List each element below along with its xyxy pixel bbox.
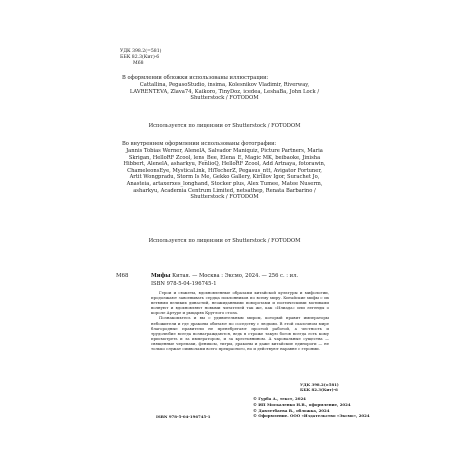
author-mark: М68 [133, 61, 144, 67]
copyright-line: © ИП Москаленко Н.В., оформление, 2024 [253, 401, 351, 407]
isbn-bottom: ISBN 978-5-04-196745-1 [156, 414, 211, 419]
catalog-title-rest: Китая. — Москва : Эксмо, 2024. — 256 с. : ил. [170, 273, 299, 279]
annotation-paragraph: Познакомьтесь и вы с удивительным миром, который правит императоры небожители и где драконы обитают по соседству с людьми. В этой сказочном мире благородные правители не пренебрегают простой работой, а честность и трудолюбие всегда вознаграждаются, ведь в строже такую богов всегда есть кому присмотреть и за императором, и за крестьянином. А чаровальные существа — священные черепахи, фениксы, тигры, драконы и даже китайские единороги — не только служат символами всего прекрасного, но и действуют наравне с героями. [151, 315, 329, 352]
cover-illustrations-credits: Cattallina, PegasoStudio, insima, Kolesnikov Vladimir, Riverway, LAVRENTEVA, Zlava74, Kaikoro, TinyDoz, icedea, LeshaBa, John Lock / Shutterstock / FOTODOM [129, 82, 320, 102]
cover-license-note: Используется по лицензии от Shutterstock / FOTODOM [148, 123, 301, 129]
bbk-code: ББК 82.3(Кит)-6 [120, 55, 160, 61]
bbk-code-repeat: ББК 82.3(Кит)-6 [300, 387, 338, 392]
inside-license-note: Используется по лицензии от Shutterstock / FOTODOM [148, 238, 301, 244]
udk-code-repeat: УДК 398.2(=581) [300, 382, 339, 387]
copyright-line: © Давлетбаева В., обложка, 2024 [253, 407, 330, 413]
classification-codes [120, 49, 161, 68]
copyright-line: © Гурба А., текст, 2024 [253, 396, 306, 401]
inside-illustrations-credits: Jannis Tobias Werner, AlenelA, Salvador Maniquiz, Picture Partners, Maria Skrigan, HelloRF Zcool, lens_Bee, Elena_E, Magic MK, beibaoke, Jinisha Hibbert, AlenelA, asharkyu, FenlioQ, HelloRF Zcool, Add Artnaya, fotorawin, ChameleonsEye, MysticaLink, HiTecherZ, Pegasus_ntt, Avigator Fortuner, Artit Wongpradu, Storm Is Me, Gekko Gallery, Kirillov Igor, Surachet Jo, Anasteia, artaxerxes_longhand, Stocker plus, Alex Tumee, Matee Nuserm, asharkyu, Academia Centrum Limited, netsathep, Renata Barbarino / Shutterstock / FOTODOM [123, 148, 326, 201]
catalog-mark: М68 [116, 273, 129, 279]
udk-code: УДК 398.2(=581) [120, 49, 162, 54]
annotation-text [151, 290, 329, 351]
annotation-paragraph: Герои и сюжеты, вдохновленные образами китайской культуры и мифологии, продолжают завоевывать сердца поклонников по всему миру. Китайские мифы с их ветвями великих династий, неожиданными поворотами и поэтическими мотивами волнуют и вдохновляют новыми читателей так же, как «Илиада» или легенды о короле Артуре и рыцарях Круглого стола. [151, 290, 329, 316]
catalog-title-line [151, 273, 329, 279]
inside-illustrations-heading: Во внутреннем оформлении использованы фотографии: [122, 141, 277, 147]
copyright-line: © Оформление. ООО «Издательство «Эксмо», 2024 [253, 413, 370, 419]
catalog-isbn: ISBN 978-5-04-196745-1 [151, 281, 217, 287]
classification-codes-repeat [300, 382, 339, 392]
copyright-list [253, 396, 370, 419]
cover-illustrations-heading: В оформлении обложки использованы иллюстрации: [122, 75, 269, 81]
catalog-title-bold: Мифы [151, 273, 171, 279]
